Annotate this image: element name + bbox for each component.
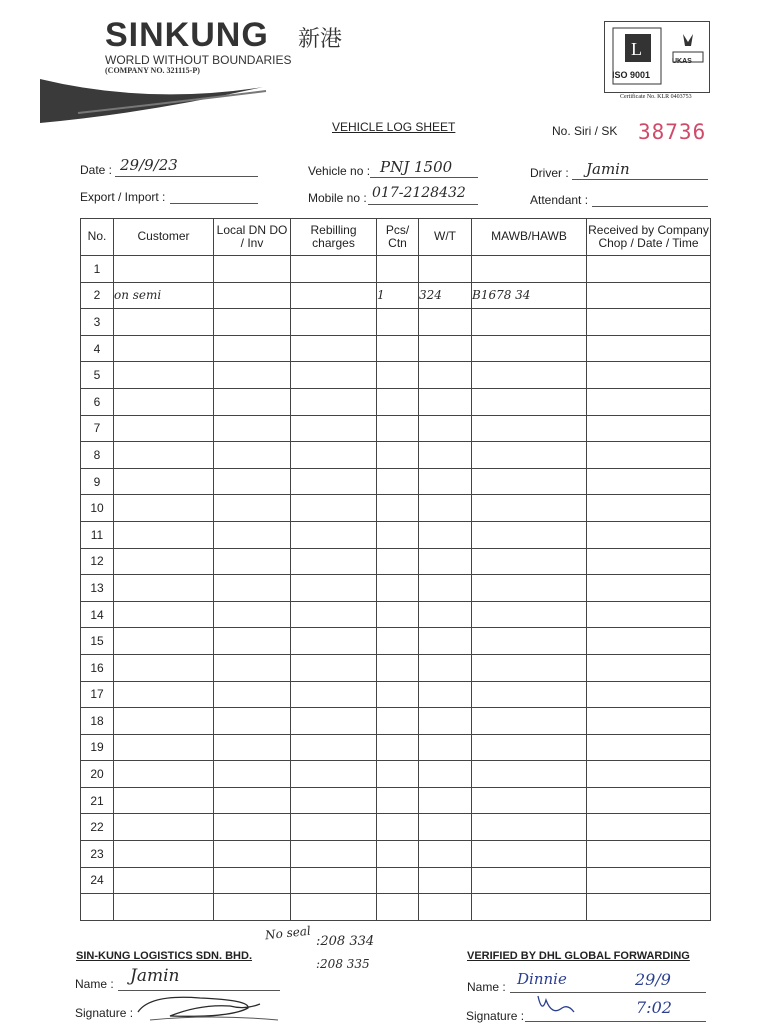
table-cell-wt[interactable] bbox=[419, 814, 472, 841]
table-cell-pcs[interactable] bbox=[377, 628, 419, 655]
table-cell-rebilling[interactable] bbox=[291, 654, 377, 681]
column-header-received: Received by Company Chop / Date / Time bbox=[587, 219, 711, 256]
table-cell-mawb[interactable] bbox=[472, 468, 587, 495]
table-cell-customer[interactable] bbox=[114, 601, 214, 628]
table-row bbox=[81, 548, 711, 575]
table-cell-wt[interactable] bbox=[419, 442, 472, 469]
table-cell-received[interactable] bbox=[587, 309, 711, 336]
table-cell-local-dn[interactable] bbox=[214, 681, 291, 708]
table-row bbox=[81, 282, 711, 309]
sinkung-name-value[interactable]: Jamin bbox=[130, 966, 180, 986]
table-cell-wt[interactable] bbox=[419, 256, 472, 283]
table-cell-pcs[interactable] bbox=[377, 388, 419, 415]
table-cell-rebilling[interactable] bbox=[291, 388, 377, 415]
table-cell-rebilling[interactable] bbox=[291, 814, 377, 841]
table-row bbox=[81, 867, 711, 894]
table-row bbox=[81, 734, 711, 761]
table-cell-rebilling[interactable] bbox=[291, 628, 377, 655]
table-cell-customer[interactable] bbox=[114, 415, 214, 442]
table-cell-customer[interactable]: on semi bbox=[114, 282, 214, 309]
driver-underline bbox=[572, 179, 708, 180]
table-cell-rebilling[interactable] bbox=[291, 708, 377, 735]
dhl-signature-icon bbox=[530, 990, 580, 1022]
mobile-label: Mobile no : bbox=[308, 191, 367, 205]
seal-number-2: :208 335 bbox=[316, 957, 370, 971]
table-cell-pcs[interactable] bbox=[377, 814, 419, 841]
table-cell-wt[interactable] bbox=[419, 708, 472, 735]
table-cell-no: 13 bbox=[81, 575, 114, 602]
table-cell-mawb[interactable] bbox=[472, 654, 587, 681]
table-cell-pcs[interactable] bbox=[377, 734, 419, 761]
table-cell-no: 11 bbox=[81, 521, 114, 548]
table-cell-wt[interactable] bbox=[419, 894, 472, 921]
table-row bbox=[81, 814, 711, 841]
table-cell-received[interactable] bbox=[587, 495, 711, 522]
table-cell-local-dn[interactable] bbox=[214, 256, 291, 283]
table-cell-local-dn[interactable] bbox=[214, 708, 291, 735]
table-cell-rebilling[interactable] bbox=[291, 867, 377, 894]
table-cell-no: 20 bbox=[81, 761, 114, 788]
table-cell-received[interactable] bbox=[587, 521, 711, 548]
table-row bbox=[81, 309, 711, 336]
table-cell-local-dn[interactable] bbox=[214, 442, 291, 469]
table-header-row bbox=[81, 219, 711, 256]
table-cell-rebilling[interactable] bbox=[291, 575, 377, 602]
table-cell-no: 16 bbox=[81, 654, 114, 681]
table-row bbox=[81, 601, 711, 628]
table-cell-customer[interactable] bbox=[114, 388, 214, 415]
table-row bbox=[81, 628, 711, 655]
table-cell-received[interactable] bbox=[587, 628, 711, 655]
table-cell-rebilling[interactable] bbox=[291, 362, 377, 389]
table-cell-no: 21 bbox=[81, 787, 114, 814]
table-cell-customer[interactable] bbox=[114, 495, 214, 522]
table-cell-mawb[interactable] bbox=[472, 867, 587, 894]
table-cell-customer[interactable] bbox=[114, 761, 214, 788]
table-cell-no: 15 bbox=[81, 628, 114, 655]
table-cell-mawb[interactable] bbox=[472, 734, 587, 761]
table-cell-customer[interactable] bbox=[114, 575, 214, 602]
table-cell-pcs[interactable] bbox=[377, 761, 419, 788]
table-cell-wt[interactable] bbox=[419, 521, 472, 548]
table-cell-received[interactable] bbox=[587, 841, 711, 868]
table-row bbox=[81, 442, 711, 469]
table-cell-rebilling[interactable] bbox=[291, 521, 377, 548]
date-value[interactable]: 29/9/23 bbox=[120, 156, 178, 174]
table-cell-wt[interactable]: 324 bbox=[419, 282, 472, 309]
table-cell-local-dn[interactable] bbox=[214, 521, 291, 548]
table-cell-local-dn[interactable] bbox=[214, 309, 291, 336]
table-cell-mawb[interactable] bbox=[472, 415, 587, 442]
table-cell-no: 8 bbox=[81, 442, 114, 469]
table-cell-received[interactable] bbox=[587, 787, 711, 814]
column-header-pcs: Pcs/ Ctn bbox=[377, 219, 419, 256]
table-cell-customer[interactable] bbox=[114, 468, 214, 495]
table-cell-local-dn[interactable] bbox=[214, 841, 291, 868]
table-cell-received[interactable] bbox=[587, 282, 711, 309]
table-cell-mawb[interactable] bbox=[472, 335, 587, 362]
table-row bbox=[81, 256, 711, 283]
table-cell-rebilling[interactable] bbox=[291, 335, 377, 362]
table-cell-local-dn[interactable] bbox=[214, 548, 291, 575]
vehicle-label: Vehicle no : bbox=[308, 164, 371, 178]
table-cell-no: 19 bbox=[81, 734, 114, 761]
table-cell-received[interactable] bbox=[587, 256, 711, 283]
table-cell-pcs[interactable] bbox=[377, 415, 419, 442]
table-cell-rebilling[interactable] bbox=[291, 415, 377, 442]
vehicle-value[interactable]: PNJ 1500 bbox=[380, 158, 453, 176]
table-cell-no bbox=[81, 894, 114, 921]
table-row bbox=[81, 468, 711, 495]
table-cell-mawb[interactable] bbox=[472, 548, 587, 575]
attendant-label: Attendant : bbox=[530, 193, 589, 207]
table-cell-wt[interactable] bbox=[419, 415, 472, 442]
table-row bbox=[81, 521, 711, 548]
table-row bbox=[81, 654, 711, 681]
table-cell-pcs[interactable] bbox=[377, 548, 419, 575]
table-cell-pcs[interactable] bbox=[377, 841, 419, 868]
table-row bbox=[81, 787, 711, 814]
logo-swoosh-icon bbox=[38, 75, 268, 125]
no-seal-note: No seal bbox=[264, 923, 312, 943]
table-cell-rebilling[interactable] bbox=[291, 894, 377, 921]
attendant-underline[interactable] bbox=[592, 206, 708, 207]
column-header-wt: W/T bbox=[419, 219, 472, 256]
table-cell-rebilling[interactable] bbox=[291, 442, 377, 469]
table-row bbox=[81, 761, 711, 788]
table-cell-rebilling[interactable] bbox=[291, 282, 377, 309]
company-logo-name: SINKUNG bbox=[105, 16, 269, 54]
table-cell-customer[interactable] bbox=[114, 734, 214, 761]
table-cell-wt[interactable] bbox=[419, 761, 472, 788]
table-cell-local-dn[interactable] bbox=[214, 468, 291, 495]
vehicle-log-table bbox=[80, 218, 711, 921]
table-cell-pcs[interactable] bbox=[377, 681, 419, 708]
serial-label: No. Siri / SK bbox=[552, 124, 618, 138]
table-cell-received[interactable] bbox=[587, 867, 711, 894]
column-header-mawb: MAWB/HAWB bbox=[472, 219, 587, 256]
table-cell-pcs[interactable] bbox=[377, 521, 419, 548]
table-cell-pcs[interactable] bbox=[377, 575, 419, 602]
dhl-name-label: Name : bbox=[467, 980, 506, 994]
table-cell-received[interactable] bbox=[587, 654, 711, 681]
table-row bbox=[81, 708, 711, 735]
table-cell-rebilling[interactable] bbox=[291, 495, 377, 522]
dhl-name-value[interactable]: Dinnie bbox=[517, 970, 567, 988]
column-header-rebilling: Rebilling charges bbox=[291, 219, 377, 256]
table-cell-wt[interactable] bbox=[419, 495, 472, 522]
table-cell-received[interactable] bbox=[587, 442, 711, 469]
table-cell-local-dn[interactable] bbox=[214, 335, 291, 362]
table-cell-mawb[interactable] bbox=[472, 256, 587, 283]
page-title: VEHICLE LOG SHEET bbox=[332, 120, 456, 134]
table-cell-mawb[interactable] bbox=[472, 309, 587, 336]
dhl-time-value: 7:02 bbox=[636, 998, 672, 1017]
sinkung-signature-icon bbox=[130, 990, 280, 1022]
table-cell-local-dn[interactable] bbox=[214, 867, 291, 894]
table-cell-no: 7 bbox=[81, 415, 114, 442]
table-cell-no: 6 bbox=[81, 388, 114, 415]
table-cell-no: 4 bbox=[81, 335, 114, 362]
table-cell-received[interactable] bbox=[587, 708, 711, 735]
table-cell-mawb[interactable] bbox=[472, 841, 587, 868]
table-cell-customer[interactable] bbox=[114, 894, 214, 921]
table-row bbox=[81, 841, 711, 868]
driver-label: Driver : bbox=[530, 166, 569, 180]
table-row bbox=[81, 575, 711, 602]
table-cell-local-dn[interactable] bbox=[214, 575, 291, 602]
table-cell-mawb[interactable] bbox=[472, 601, 587, 628]
table-cell-local-dn[interactable] bbox=[214, 761, 291, 788]
table-cell-customer[interactable] bbox=[114, 814, 214, 841]
table-cell-local-dn[interactable] bbox=[214, 787, 291, 814]
table-cell-rebilling[interactable] bbox=[291, 734, 377, 761]
date-underline bbox=[115, 176, 258, 177]
mobile-underline bbox=[368, 204, 478, 205]
table-cell-customer[interactable] bbox=[114, 654, 214, 681]
table-cell-pcs[interactable] bbox=[377, 468, 419, 495]
driver-value[interactable]: Jamin bbox=[586, 160, 630, 178]
table-cell-wt[interactable] bbox=[419, 867, 472, 894]
table-cell-received[interactable] bbox=[587, 548, 711, 575]
table-cell-received[interactable] bbox=[587, 575, 711, 602]
table-cell-received[interactable] bbox=[587, 681, 711, 708]
certification-box bbox=[604, 21, 710, 93]
table-cell-no: 17 bbox=[81, 681, 114, 708]
table-cell-pcs[interactable] bbox=[377, 787, 419, 814]
seal-number-1: :208 334 bbox=[316, 934, 375, 949]
table-cell-no: 10 bbox=[81, 495, 114, 522]
export-import-underline[interactable] bbox=[170, 203, 258, 204]
table-cell-customer[interactable] bbox=[114, 256, 214, 283]
table-cell-wt[interactable] bbox=[419, 841, 472, 868]
table-cell-mawb[interactable] bbox=[472, 894, 587, 921]
table-cell-received[interactable] bbox=[587, 388, 711, 415]
table-cell-local-dn[interactable] bbox=[214, 388, 291, 415]
table-cell-no: 23 bbox=[81, 841, 114, 868]
table-cell-wt[interactable] bbox=[419, 654, 472, 681]
column-header-no: No. bbox=[81, 219, 114, 256]
iso-badge: ISO 9001 bbox=[612, 70, 651, 80]
table-cell-pcs[interactable] bbox=[377, 256, 419, 283]
table-cell-received[interactable] bbox=[587, 814, 711, 841]
sinkung-name-label: Name : bbox=[75, 977, 114, 991]
table-cell-rebilling[interactable] bbox=[291, 256, 377, 283]
table-cell-rebilling[interactable] bbox=[291, 468, 377, 495]
table-cell-local-dn[interactable] bbox=[214, 495, 291, 522]
table-cell-wt[interactable] bbox=[419, 468, 472, 495]
table-cell-rebilling[interactable] bbox=[291, 601, 377, 628]
table-cell-local-dn[interactable] bbox=[214, 654, 291, 681]
table-cell-wt[interactable] bbox=[419, 388, 472, 415]
sinkung-footer-title: SIN-KUNG LOGISTICS SDN. BHD. bbox=[76, 950, 253, 962]
table-cell-received[interactable] bbox=[587, 415, 711, 442]
table-cell-wt[interactable] bbox=[419, 734, 472, 761]
table-cell-local-dn[interactable] bbox=[214, 628, 291, 655]
table-row bbox=[81, 362, 711, 389]
table-cell-pcs[interactable] bbox=[377, 362, 419, 389]
table-cell-rebilling[interactable] bbox=[291, 309, 377, 336]
table-cell-pcs[interactable] bbox=[377, 495, 419, 522]
dhl-signature-underline bbox=[525, 1021, 706, 1022]
table-cell-customer[interactable] bbox=[114, 681, 214, 708]
table-cell-pcs[interactable] bbox=[377, 867, 419, 894]
table-cell-wt[interactable] bbox=[419, 309, 472, 336]
table-cell-received[interactable] bbox=[587, 362, 711, 389]
export-import-label: Export / Import : bbox=[80, 190, 166, 204]
table-cell-pcs[interactable]: 1 bbox=[377, 282, 419, 309]
column-header-local-dn: Local DN DO / Inv bbox=[214, 219, 291, 256]
table-cell-local-dn[interactable] bbox=[214, 734, 291, 761]
table-cell-mawb[interactable] bbox=[472, 521, 587, 548]
table-cell-customer[interactable] bbox=[114, 628, 214, 655]
table-cell-received[interactable] bbox=[587, 894, 711, 921]
table-cell-customer[interactable] bbox=[114, 841, 214, 868]
vehicle-underline bbox=[370, 177, 478, 178]
table-row bbox=[81, 415, 711, 442]
table-cell-received[interactable] bbox=[587, 734, 711, 761]
table-cell-rebilling[interactable] bbox=[291, 681, 377, 708]
mobile-value[interactable]: 017-2128432 bbox=[372, 185, 466, 201]
table-cell-no: 1 bbox=[81, 256, 114, 283]
table-cell-pcs[interactable] bbox=[377, 335, 419, 362]
serial-number: 38736 bbox=[638, 120, 707, 144]
table-cell-mawb[interactable] bbox=[472, 442, 587, 469]
table-cell-no: 3 bbox=[81, 309, 114, 336]
table-cell-mawb[interactable] bbox=[472, 495, 587, 522]
company-tagline: WORLD WITHOUT BOUNDARIES bbox=[105, 53, 292, 67]
table-cell-pcs[interactable] bbox=[377, 601, 419, 628]
table-row bbox=[81, 495, 711, 522]
table-cell-local-dn[interactable] bbox=[214, 601, 291, 628]
table-cell-rebilling[interactable] bbox=[291, 787, 377, 814]
table-row bbox=[81, 388, 711, 415]
table-cell-customer[interactable] bbox=[114, 442, 214, 469]
sinkung-signature-label: Signature : bbox=[75, 1006, 134, 1020]
table-cell-wt[interactable] bbox=[419, 335, 472, 362]
table-cell-no: 14 bbox=[81, 601, 114, 628]
table-cell-mawb[interactable] bbox=[472, 787, 587, 814]
table-cell-wt[interactable] bbox=[419, 575, 472, 602]
crown-icon bbox=[683, 34, 693, 46]
table-cell-wt[interactable] bbox=[419, 787, 472, 814]
table-cell-mawb[interactable] bbox=[472, 628, 587, 655]
table-row bbox=[81, 681, 711, 708]
table-cell-mawb[interactable] bbox=[472, 708, 587, 735]
table-cell-pcs[interactable] bbox=[377, 309, 419, 336]
column-header-customer: Customer bbox=[114, 219, 214, 256]
table-cell-wt[interactable] bbox=[419, 548, 472, 575]
table-cell-mawb[interactable] bbox=[472, 814, 587, 841]
table-cell-local-dn[interactable] bbox=[214, 282, 291, 309]
table-cell-customer[interactable] bbox=[114, 362, 214, 389]
table-cell-customer[interactable] bbox=[114, 548, 214, 575]
table-cell-pcs[interactable] bbox=[377, 442, 419, 469]
table-cell-customer[interactable] bbox=[114, 309, 214, 336]
table-row bbox=[81, 894, 711, 921]
table-cell-customer[interactable] bbox=[114, 867, 214, 894]
table-cell-local-dn[interactable] bbox=[214, 362, 291, 389]
ukas-badge: UKAS bbox=[672, 58, 692, 65]
table-cell-customer[interactable] bbox=[114, 708, 214, 735]
table-cell-rebilling[interactable] bbox=[291, 841, 377, 868]
table-cell-wt[interactable] bbox=[419, 628, 472, 655]
table-cell-wt[interactable] bbox=[419, 362, 472, 389]
table-cell-wt[interactable] bbox=[419, 681, 472, 708]
table-cell-no: 24 bbox=[81, 867, 114, 894]
table-cell-pcs[interactable] bbox=[377, 894, 419, 921]
table-cell-customer[interactable] bbox=[114, 335, 214, 362]
table-cell-no: 18 bbox=[81, 708, 114, 735]
table-cell-received[interactable] bbox=[587, 601, 711, 628]
table-cell-mawb[interactable] bbox=[472, 575, 587, 602]
table-cell-received[interactable] bbox=[587, 761, 711, 788]
company-chinese-name: 新港 bbox=[298, 26, 343, 51]
table-cell-no: 12 bbox=[81, 548, 114, 575]
svg-text:L: L bbox=[631, 39, 642, 59]
dhl-date-value: 29/9 bbox=[635, 970, 671, 989]
table-cell-customer[interactable] bbox=[114, 521, 214, 548]
table-cell-wt[interactable] bbox=[419, 601, 472, 628]
date-label: Date : bbox=[80, 163, 113, 177]
dhl-footer-title: VERIFIED BY DHL GLOBAL FORWARDING bbox=[467, 950, 690, 962]
table-cell-local-dn[interactable] bbox=[214, 894, 291, 921]
table-cell-customer[interactable] bbox=[114, 787, 214, 814]
company-registration-no: (COMPANY NO. 321115-P) bbox=[105, 66, 200, 75]
table-cell-local-dn[interactable] bbox=[214, 814, 291, 841]
dhl-signature-label: Signature : bbox=[466, 1009, 525, 1023]
table-cell-no: 5 bbox=[81, 362, 114, 389]
certificate-number: Certificate No. KLR 0403753 bbox=[620, 94, 692, 100]
iso-lr-icon bbox=[605, 22, 709, 92]
table-cell-no: 2 bbox=[81, 282, 114, 309]
table-cell-received[interactable] bbox=[587, 335, 711, 362]
table-cell-pcs[interactable] bbox=[377, 654, 419, 681]
table-cell-rebilling[interactable] bbox=[291, 548, 377, 575]
table-cell-no: 22 bbox=[81, 814, 114, 841]
table-cell-mawb[interactable] bbox=[472, 761, 587, 788]
table-cell-no: 9 bbox=[81, 468, 114, 495]
table-cell-mawb[interactable] bbox=[472, 681, 587, 708]
table-cell-local-dn[interactable] bbox=[214, 415, 291, 442]
table-cell-mawb[interactable]: B1678 34 bbox=[472, 282, 587, 309]
table-row bbox=[81, 335, 711, 362]
table-cell-rebilling[interactable] bbox=[291, 761, 377, 788]
table-cell-received[interactable] bbox=[587, 468, 711, 495]
table-cell-mawb[interactable] bbox=[472, 388, 587, 415]
table-cell-pcs[interactable] bbox=[377, 708, 419, 735]
table-cell-mawb[interactable] bbox=[472, 362, 587, 389]
